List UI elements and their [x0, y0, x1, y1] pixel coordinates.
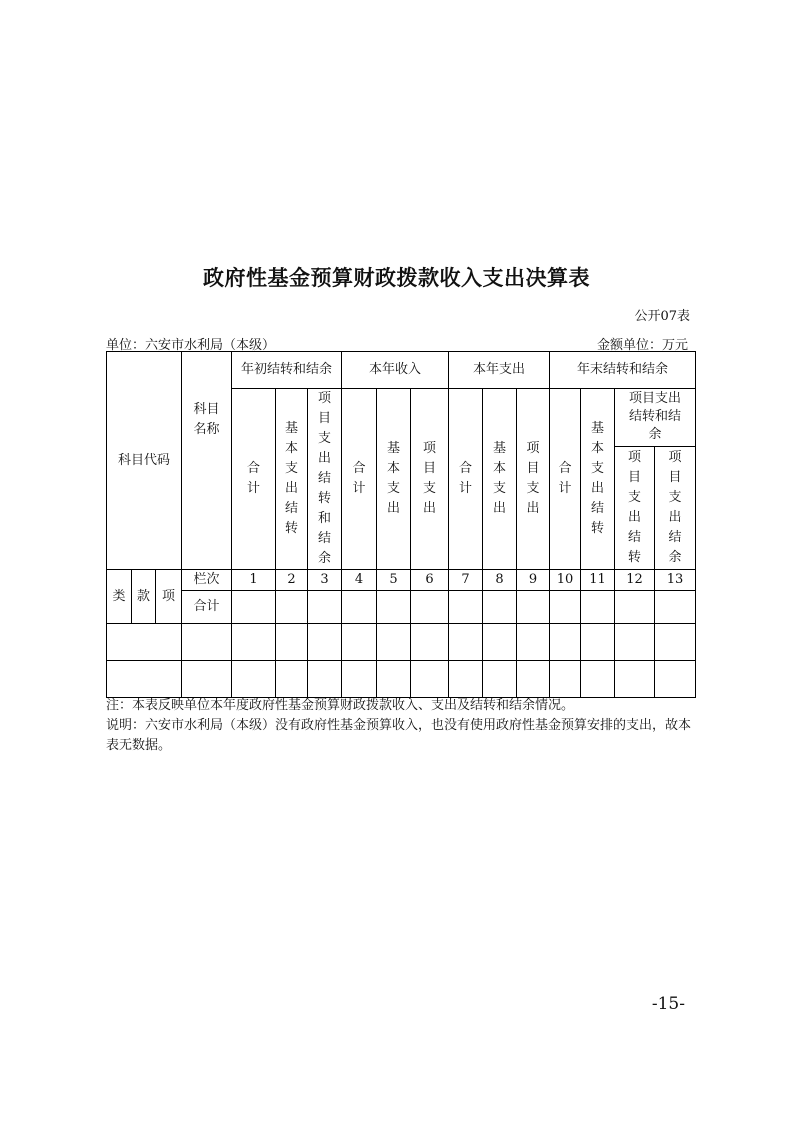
subject-name-text: 科目名称 [193, 402, 220, 437]
page-number: -15- [651, 994, 685, 1014]
begin-project-balance-text: 项目支出结转和结余 [318, 391, 332, 566]
column-number: 12 [615, 570, 655, 591]
table-cell [182, 661, 232, 698]
subject-name-header [182, 352, 232, 570]
end-basic-balance-header [581, 389, 615, 570]
table-cell [449, 661, 483, 698]
table-cell [550, 591, 581, 624]
end-project-balance-header [615, 389, 696, 447]
amount-unit-label: 金额单位：万元 [596, 338, 688, 353]
table-cell [655, 591, 696, 624]
begin-basic-balance-text: 基本支出结转 [284, 421, 298, 536]
end-project-balance-text: 项目支出结转和结余 [629, 391, 682, 443]
table-cell [308, 624, 342, 661]
income-total-header [342, 389, 377, 570]
begin-basic-balance-header [276, 389, 308, 570]
table-row [107, 661, 696, 698]
expense-total-text: 合计 [459, 461, 473, 496]
table-cell [232, 661, 276, 698]
column-number: 7 [449, 570, 483, 591]
table-cell [655, 624, 696, 661]
income-basic-text: 基本支出 [387, 441, 401, 516]
end-project-surplus-header [655, 446, 696, 569]
table-cell [276, 624, 308, 661]
lei-label: 类 [107, 570, 132, 624]
table-cell [308, 591, 342, 624]
subject-code-header: 科目代码 [107, 352, 182, 570]
column-number: 4 [342, 570, 377, 591]
notes [106, 696, 696, 756]
expense-basic-header [483, 389, 517, 570]
end-total-header [550, 389, 581, 570]
table-cell [483, 661, 517, 698]
note-text: 注：本表反映单位本年度政府性基金预算财政拨款收入、支出及结转和结余情况。 [106, 698, 575, 713]
table-cell [342, 624, 377, 661]
column-number: 10 [550, 570, 581, 591]
table-cell [107, 624, 182, 661]
column-number: 5 [377, 570, 411, 591]
column-index-label: 栏次 [182, 570, 232, 591]
column-number: 2 [276, 570, 308, 591]
table-cell [232, 591, 276, 624]
end-total-text: 合计 [558, 461, 572, 496]
table-row [107, 624, 696, 661]
form-number: 公开07表 [634, 309, 690, 324]
explanation-text: 说明：六安市水利局（本级）没有政府性基金预算收入，也没有使用政府性基金预算安排的支出，故本表无数据。 [106, 718, 692, 753]
current-income-header: 本年收入 [342, 352, 449, 389]
table-cell [276, 591, 308, 624]
table-cell [342, 661, 377, 698]
income-basic-header [377, 389, 411, 570]
income-total-text: 合计 [352, 461, 366, 496]
column-number: 8 [483, 570, 517, 591]
table-cell [581, 661, 615, 698]
table-cell [449, 591, 483, 624]
table-cell [550, 624, 581, 661]
xiang-label: 项 [156, 570, 182, 624]
table-cell [483, 624, 517, 661]
table-cell [615, 624, 655, 661]
table-cell [411, 661, 449, 698]
expense-project-text: 项目支出 [526, 441, 540, 516]
table-cell [615, 661, 655, 698]
begin-total-text: 合计 [246, 461, 260, 496]
table-cell [182, 624, 232, 661]
begin-project-balance-header [308, 389, 342, 570]
end-balance-header: 年末结转和结余 [550, 352, 696, 389]
table-cell [517, 591, 550, 624]
table-cell [276, 661, 308, 698]
unit-label: 单位：六安市水利局（本级） [106, 338, 276, 353]
expense-basic-text: 基本支出 [493, 441, 507, 516]
expense-total-header [449, 389, 483, 570]
budget-table [106, 351, 696, 698]
current-expense-header: 本年支出 [449, 352, 550, 389]
kuan-label: 款 [132, 570, 156, 624]
table-cell [655, 661, 696, 698]
end-project-carry-header [615, 446, 655, 569]
table-cell [232, 624, 276, 661]
table-cell [581, 591, 615, 624]
table-cell [342, 591, 377, 624]
column-number: 13 [655, 570, 696, 591]
table-cell [550, 661, 581, 698]
end-basic-balance-text: 基本支出结转 [591, 421, 605, 536]
table-cell [615, 591, 655, 624]
table-cell [517, 624, 550, 661]
column-number: 6 [411, 570, 449, 591]
table-cell [107, 661, 182, 698]
table-cell [377, 661, 411, 698]
column-number: 11 [581, 570, 615, 591]
income-project-header [411, 389, 449, 570]
page-title: 政府性基金预算财政拨款收入支出决算表 [203, 266, 590, 290]
table-cell [411, 624, 449, 661]
table-cell [308, 661, 342, 698]
table-cell [483, 591, 517, 624]
end-project-carry-text: 项目支出结转 [628, 449, 642, 565]
table-cell [581, 624, 615, 661]
column-number: 1 [232, 570, 276, 591]
table-cell [377, 591, 411, 624]
expense-project-header [517, 389, 550, 570]
table-cell [517, 661, 550, 698]
income-project-text: 项目支出 [423, 441, 437, 516]
begin-balance-header [232, 352, 342, 389]
column-number: 3 [308, 570, 342, 591]
begin-total-header [232, 389, 276, 570]
end-project-surplus-text: 项目支出结余 [668, 449, 682, 565]
total-row-label: 合计 [182, 591, 232, 624]
begin-balance-text: 年初结转和结余 [241, 362, 333, 377]
table-cell [377, 624, 411, 661]
column-number: 9 [517, 570, 550, 591]
table-cell [411, 591, 449, 624]
table-cell [449, 624, 483, 661]
